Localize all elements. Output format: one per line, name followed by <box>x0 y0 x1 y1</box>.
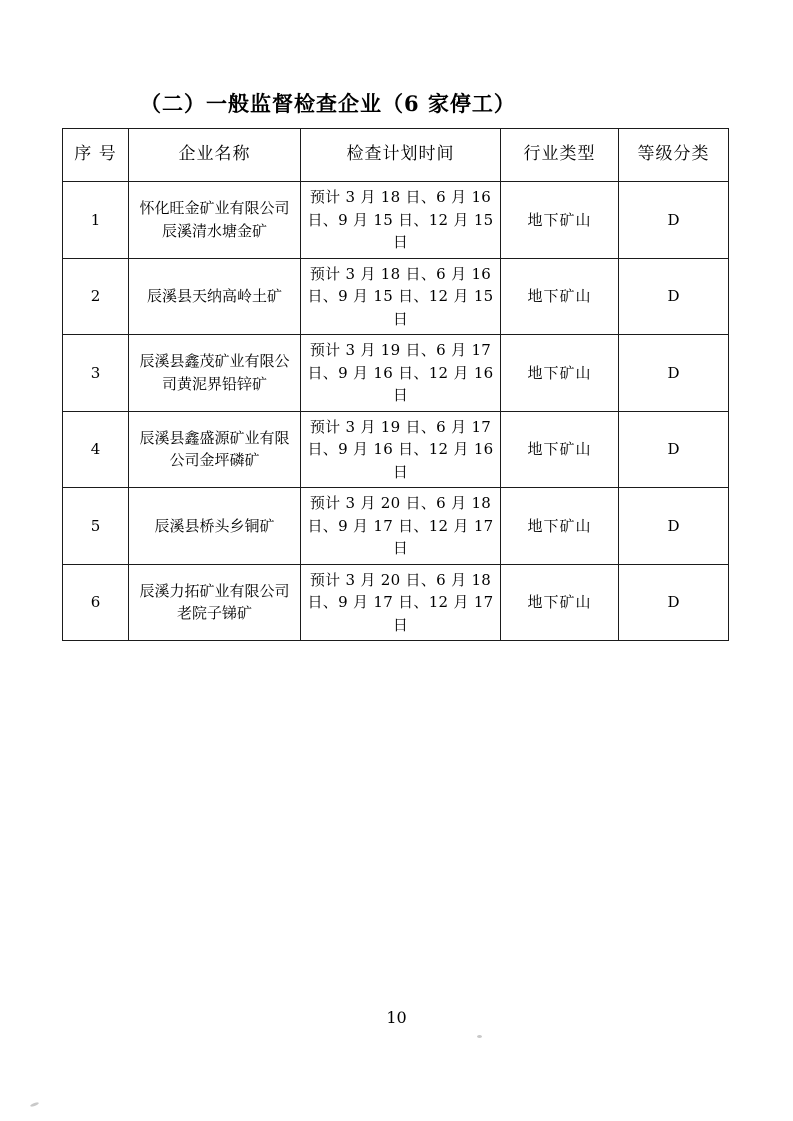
inspection-plan-table <box>62 128 729 641</box>
scan-artifact-speck <box>30 1102 39 1108</box>
table-row <box>63 335 729 412</box>
column-header-inspection-time: 检查计划时间 <box>301 129 501 182</box>
cell-inspection-time: 预计 3 月 19 日、6 月 17 日、9 月 16 日、12 月 16 日 <box>301 411 501 488</box>
cell-inspection-time: 预计 3 月 18 日、6 月 16 日、9 月 15 日、12 月 15 日 <box>301 258 501 335</box>
column-header-index: 序 号 <box>63 129 129 182</box>
cell-industry-type: 地下矿山 <box>501 182 619 259</box>
table-row <box>63 258 729 335</box>
column-header-enterprise-name: 企业名称 <box>129 129 301 182</box>
scan-artifact-speck <box>477 1035 482 1038</box>
cell-industry-type: 地下矿山 <box>501 258 619 335</box>
table-body <box>63 182 729 641</box>
table-header-row <box>63 129 729 182</box>
cell-grade: D <box>619 411 729 488</box>
cell-index: 3 <box>63 335 129 412</box>
section-heading: （二）一般监督检查企业（6 家停工） <box>140 91 516 116</box>
cell-inspection-time: 预计 3 月 18 日、6 月 16 日、9 月 15 日、12 月 15 日 <box>301 182 501 259</box>
cell-index: 4 <box>63 411 129 488</box>
cell-index: 6 <box>63 564 129 641</box>
cell-enterprise-name: 辰溪县鑫盛源矿业有限公司金坪磷矿 <box>129 411 301 488</box>
cell-industry-type: 地下矿山 <box>501 488 619 565</box>
cell-index: 1 <box>63 182 129 259</box>
column-header-industry-type: 行业类型 <box>501 129 619 182</box>
cell-index: 5 <box>63 488 129 565</box>
cell-industry-type: 地下矿山 <box>501 411 619 488</box>
table-row <box>63 564 729 641</box>
cell-grade: D <box>619 564 729 641</box>
cell-industry-type: 地下矿山 <box>501 564 619 641</box>
inspection-plan-table-wrapper <box>62 128 728 641</box>
page-number: 10 <box>386 1008 407 1027</box>
column-header-grade: 等级分类 <box>619 129 729 182</box>
table-row <box>63 411 729 488</box>
table-header <box>63 129 729 182</box>
cell-enterprise-name: 怀化旺金矿业有限公司辰溪清水塘金矿 <box>129 182 301 259</box>
cell-inspection-time: 预计 3 月 19 日、6 月 17 日、9 月 16 日、12 月 16 日 <box>301 335 501 412</box>
cell-grade: D <box>619 335 729 412</box>
cell-inspection-time: 预计 3 月 20 日、6 月 18 日、9 月 17 日、12 月 17 日 <box>301 488 501 565</box>
cell-index: 2 <box>63 258 129 335</box>
cell-inspection-time: 预计 3 月 20 日、6 月 18 日、9 月 17 日、12 月 17 日 <box>301 564 501 641</box>
cell-enterprise-name: 辰溪力拓矿业有限公司老院子锑矿 <box>129 564 301 641</box>
cell-grade: D <box>619 258 729 335</box>
cell-grade: D <box>619 488 729 565</box>
cell-grade: D <box>619 182 729 259</box>
table-row <box>63 488 729 565</box>
cell-enterprise-name: 辰溪县鑫茂矿业有限公司黄泥界铅锌矿 <box>129 335 301 412</box>
cell-industry-type: 地下矿山 <box>501 335 619 412</box>
cell-enterprise-name: 辰溪县桥头乡铜矿 <box>129 488 301 565</box>
cell-enterprise-name: 辰溪县天纳高岭土矿 <box>129 258 301 335</box>
table-row <box>63 182 729 259</box>
